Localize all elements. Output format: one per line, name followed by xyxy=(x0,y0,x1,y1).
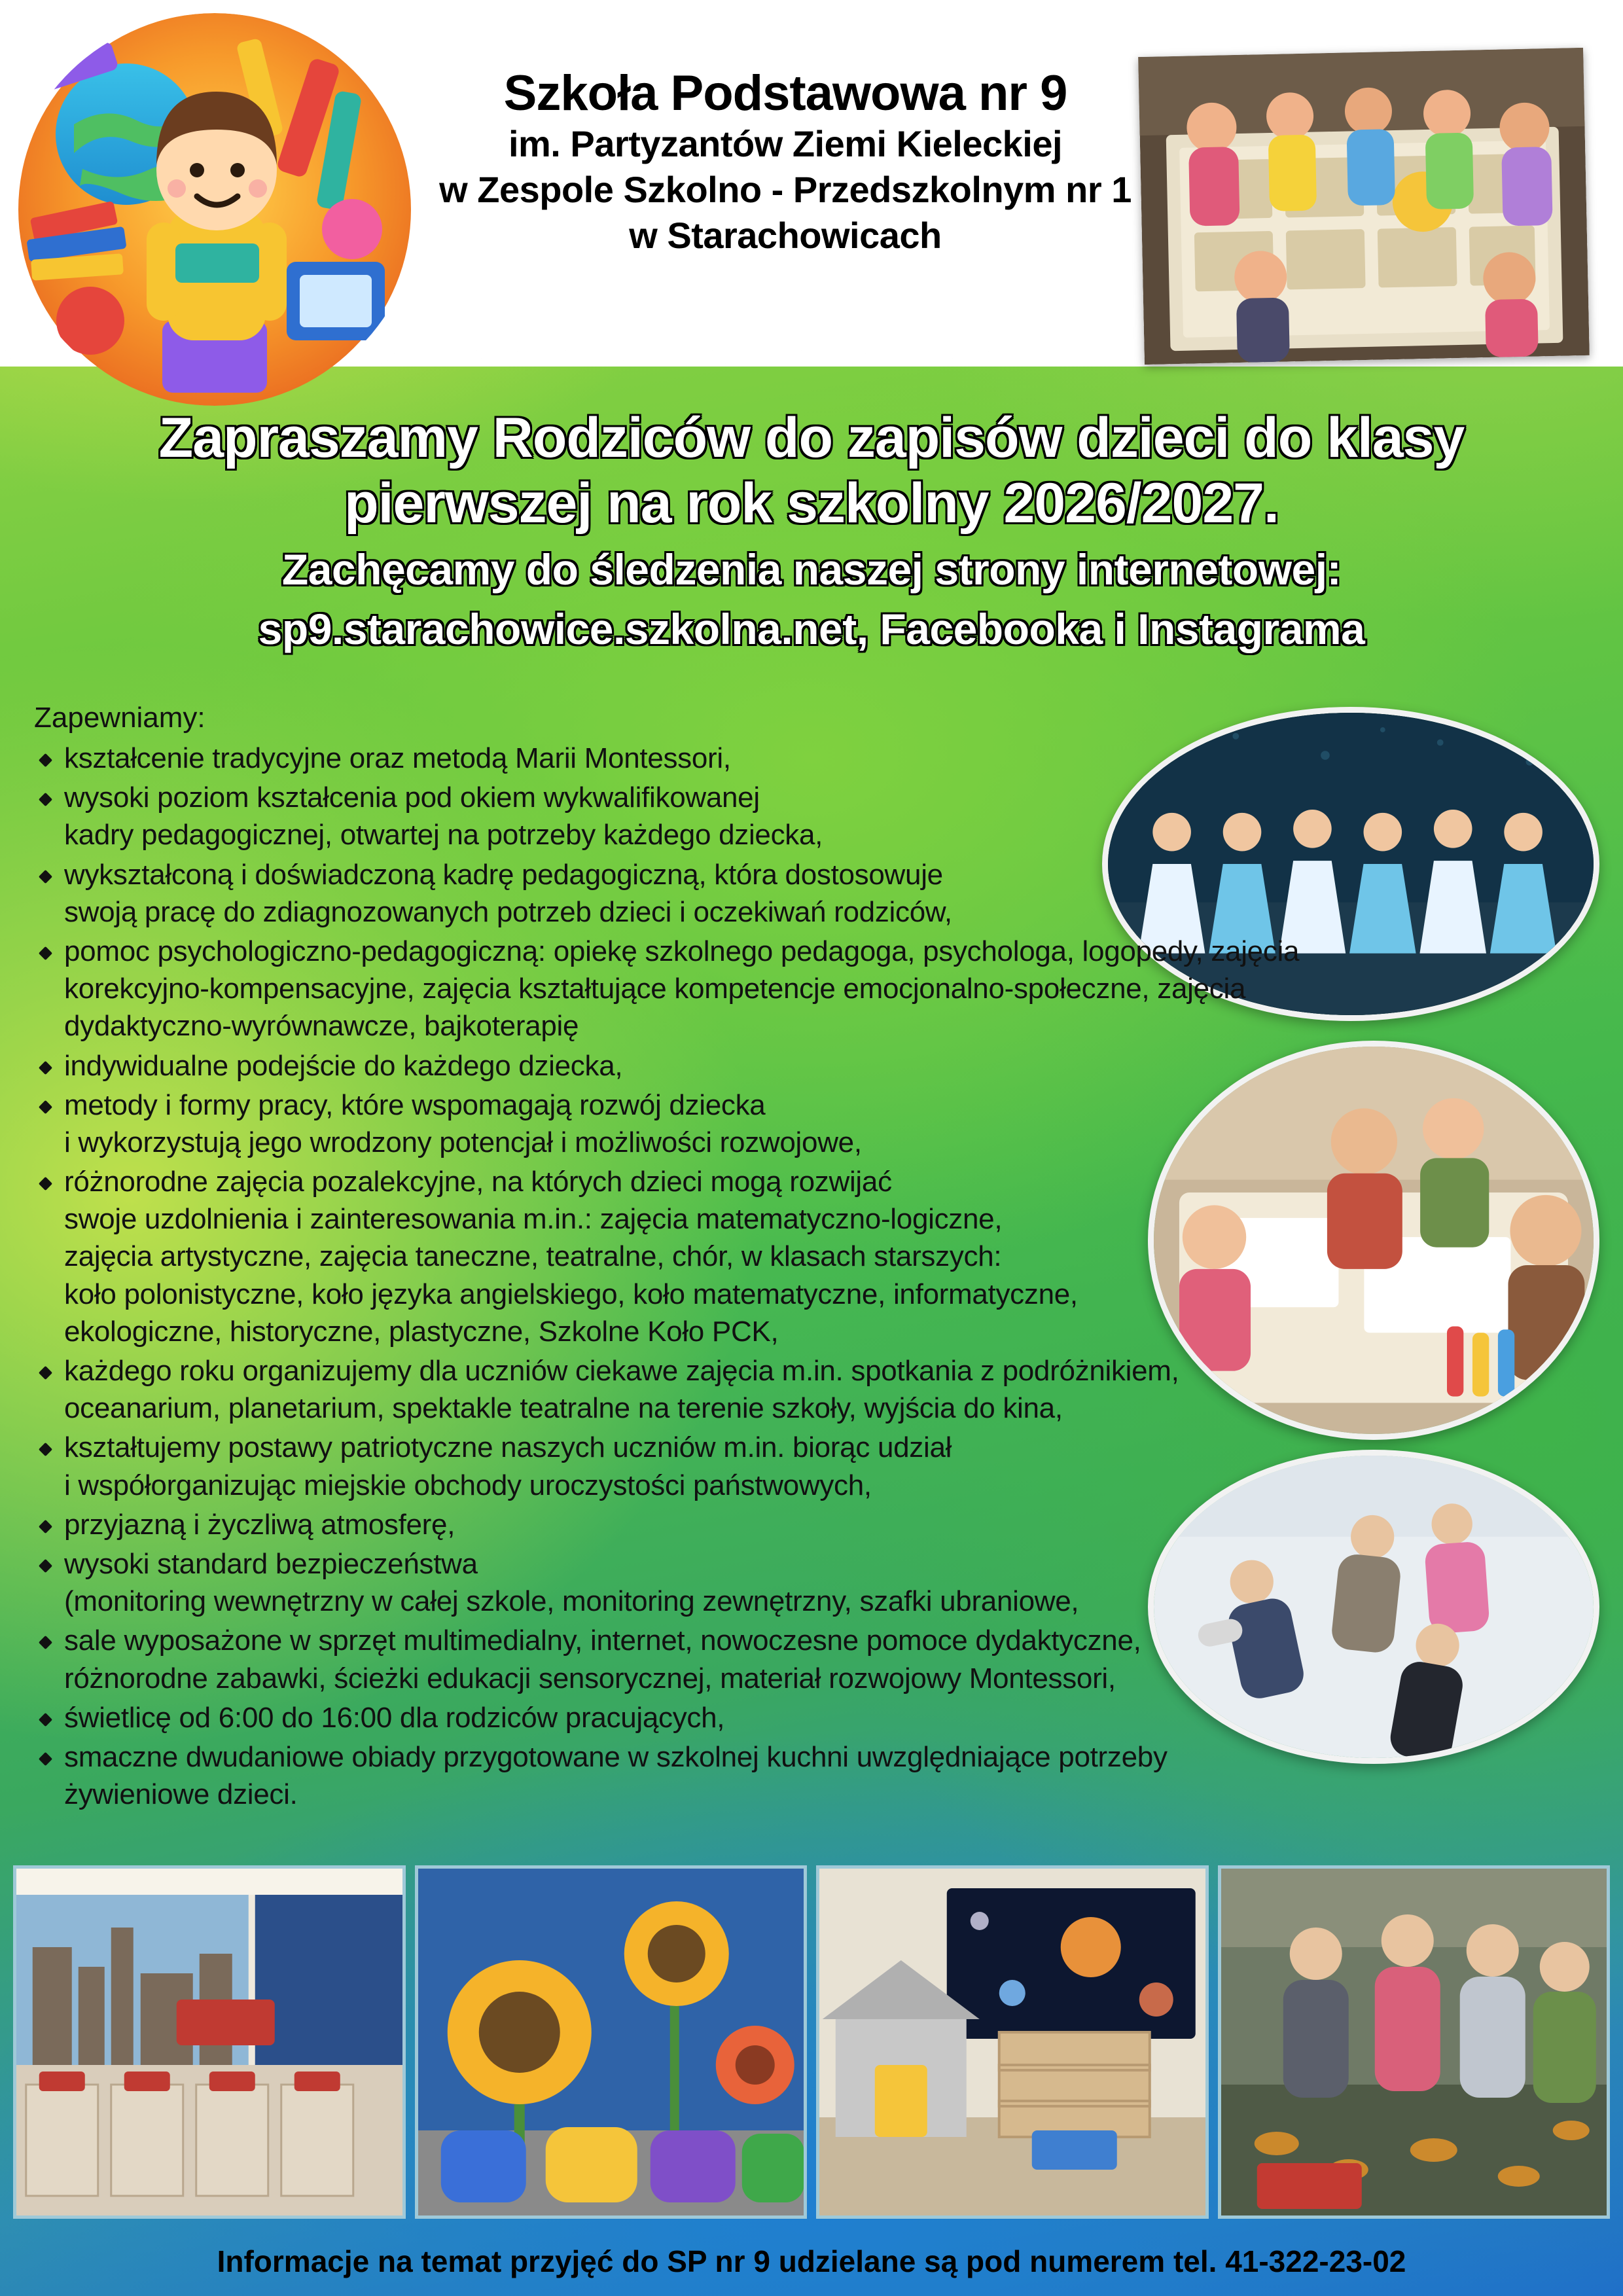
headline-line-2: pierwszej na rok szkolny 2026/2027. xyxy=(344,471,1279,535)
benefit-item: metody i formy pracy, które wspomagają rozwój dziecka i wykorzystują jego wrodzony potencjał i możliwości rozwojowe, xyxy=(34,1086,1533,1161)
school-patron: im. Partyzantów Ziemi Kieleckiej xyxy=(508,123,1063,165)
benefit-item: kształcenie tradycyjne oraz metodą Marii Montessori, xyxy=(34,740,1533,777)
headline-block xyxy=(0,406,1623,656)
benefit-item: różnorodne zajęcia pozalekcyjne, na których dzieci mogą rozwijać swoje uzdolnienia i zainteresowania m.in.: zajęcia matematyczno-logiczne, zajęcia artystyczne, zajęcia taneczne, teatralne, chór, w klasach starszych: koło polonistyczne, koło języka angielskiego, koło matematyczne, informatyczne, ekologiczne, historyczne, plastyczne, Szkolne Koło PCK, xyxy=(34,1163,1533,1350)
poster-header xyxy=(0,0,1623,406)
school-complex: w Zespole Szkolno - Przedszkolnym nr 1 xyxy=(439,169,1132,211)
benefit-item: przyjazną i życzliwą atmosferę, xyxy=(34,1506,1533,1543)
photo-playhouse-room xyxy=(816,1865,1209,2219)
benefit-item: wysoki poziom kształcenia pod okiem wykwalifikowanej kadry pedagogicznej, otwartej na potrzeby każdego dziecka, xyxy=(34,779,1533,853)
benefit-item: wykształconą i doświadczoną kadrę pedagogiczną, która dostosowuje swoją pracę do zdiagnozowanych potrzeb dzieci i oczekiwań rodziców, xyxy=(34,856,1533,931)
benefit-item: pomoc psychologiczno-pedagogiczną: opiekę szkolnego pedagoga, psychologa, logopedy, zajęcia korekcyjno-kompensacyjne, zajęcia kształtujące kompetencje emocjonalno-społeczne, zajęcia dydaktyczno-wyrównawcze, bajkoterapię xyxy=(34,933,1533,1045)
benefits-list xyxy=(34,740,1533,1813)
header-photo-classroom-carpet xyxy=(1138,48,1590,365)
photo-classroom-london xyxy=(13,1865,406,2219)
school-name: Szkoła Podstawowa nr 9 xyxy=(503,65,1067,121)
headline-line-3: Zachęcamy do śledzenia naszej strony internetowej: xyxy=(281,545,1342,594)
contact-footer: Informacje na temat przyjęć do SP nr 9 udzielane są pod numerem tel. 41-322-23-02 xyxy=(217,2244,1406,2278)
benefit-item: każdego roku organizujemy dla uczniów ciekawe zajęcia m.in. spotkania z podróżnikiem, oceanarium, planetarium, spektakle teatralne na terenie szkoły, wyjścia do kina, xyxy=(34,1352,1533,1427)
benefit-item: smaczne dwudaniowe obiady przygotowane w szkolnej kuchni uwzględniające potrzeby żywieniowe dzieci. xyxy=(34,1738,1533,1813)
benefit-item: sale wyposażone w sprzęt multimedialny, internet, nowoczesne pomoce dydaktyczne, różnorodne zabawki, ścieżki edukacji sensorycznej, materiał rozwojowy Montessori, xyxy=(34,1622,1533,1696)
bottom-photo-strip xyxy=(13,1865,1610,2219)
headline-line-1: Zapraszamy Rodziców do zapisów dzieci do klasy xyxy=(158,406,1465,469)
headline-line-4: sp9.starachowice.szkolna.net, Facebooka i Instagrama xyxy=(258,605,1365,654)
school-mascot-logo xyxy=(12,13,418,406)
school-city: w Starachowicach xyxy=(629,215,942,257)
benefit-item: indywidualne podejście do każdego dziecka, xyxy=(34,1047,1533,1085)
benefits-intro: Zapewniamy: xyxy=(34,702,205,734)
school-title-block xyxy=(406,65,1165,259)
benefit-item: świetlicę od 6:00 do 16:00 dla rodziców pracujących, xyxy=(34,1699,1533,1736)
photo-sunflower-playroom xyxy=(415,1865,808,2219)
photo-autumn-leaves-activity xyxy=(1218,1865,1611,2219)
benefits-section xyxy=(34,702,1592,1815)
benefit-item: wysoki standard bezpieczeństwa (monitoring wewnętrzny w całej szkole, monitoring zewnętrzny, szafki ubraniowe, xyxy=(34,1545,1533,1620)
benefit-item: kształtujemy postawy patriotyczne naszych uczniów m.in. biorąc udział i współorganizując miejskie obchody uroczystości państwowych, xyxy=(34,1429,1533,1503)
